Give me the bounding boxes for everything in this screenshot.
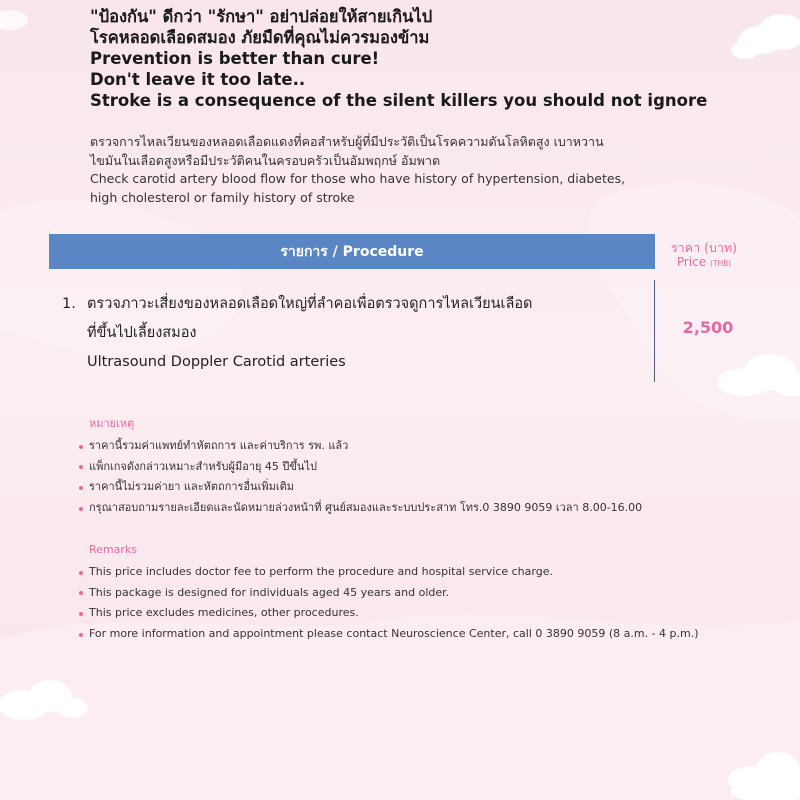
notes-thai	[77, 417, 777, 519]
headline	[90, 6, 730, 111]
procedure-number: 1.	[62, 296, 76, 312]
list-item	[77, 457, 777, 478]
procedure-header: รายการ / Procedure	[49, 234, 655, 269]
list-item	[77, 562, 777, 583]
notes-english-title: Remarks	[89, 543, 137, 556]
bullet-icon	[79, 612, 83, 616]
intro-line-3: Check carotid artery blood flow for those who have history of hypertension, diabetes,	[90, 171, 626, 186]
price-header	[662, 240, 746, 271]
note-text: กรุณาสอบถามรายละเอียดและนัดหมายล่วงหน้าที่ ศูนย์สมองและระบบประสาท โทร.0 3890 9059 เวลา 8.00-16.00	[89, 501, 643, 515]
list-item	[77, 624, 777, 645]
headline-line-1: "ป้องกัน" ดีกว่า "รักษา" อย่าปล่อยให้สายเกินไป	[90, 7, 433, 26]
intro-paragraph	[90, 133, 710, 207]
procedure-price: 2,500	[682, 318, 734, 337]
notes-english	[77, 543, 777, 645]
headline-line-2: โรคหลอดเลือดสมอง ภัยมืดที่คุณไม่ควรมองข้าม	[90, 28, 430, 47]
bullet-icon	[79, 465, 83, 469]
notes-thai-list	[77, 436, 777, 519]
price-divider	[654, 280, 655, 382]
bullet-icon	[79, 571, 83, 575]
price-header-thai: ราคา (บาท)	[670, 240, 738, 255]
headline-line-5: Stroke is a consequence of the silent killers you should not ignore	[90, 91, 708, 110]
procedure-item	[62, 290, 622, 377]
intro-line-4: high cholesterol or family history of stroke	[90, 189, 355, 205]
bullet-icon	[79, 486, 83, 490]
list-item	[77, 498, 777, 519]
note-text: ราคานี้รวมค่าแพทย์ทำหัตถการ และค่าบริการ รพ. แล้ว	[89, 439, 349, 452]
bullet-icon	[79, 507, 83, 511]
note-text: This price includes doctor fee to perform the procedure and hospital service charge.	[89, 565, 553, 578]
notes-english-list	[77, 562, 777, 645]
note-text: For more information and appointment please contact Neuroscience Center, call 0 3890 9059 (8 a.m. - 4 p.m.)	[89, 627, 699, 641]
bullet-icon	[79, 591, 83, 595]
cloud-top-right	[731, 14, 800, 59]
headline-line-4: Don't leave it too late..	[90, 70, 306, 89]
price-header-label: Price	[676, 255, 707, 269]
list-item	[77, 477, 777, 498]
notes-thai-title: หมายเหตุ	[89, 417, 135, 430]
procedure-line-1: ตรวจภาวะเสี่ยงของหลอดเลือดใหญ่ที่ลำคอเพื่อตรวจดูการไหลเวียนเลือด	[87, 296, 533, 312]
price-header-english	[662, 255, 746, 271]
price-header-unit: (THB)	[709, 259, 732, 268]
note-text: This package is designed for individuals aged 45 years and older.	[89, 585, 450, 599]
procedure-line-3: Ultrasound Doppler Carotid arteries	[87, 354, 346, 370]
bullet-icon	[79, 633, 83, 637]
intro-line-1: ตรวจการไหลเวียนของหลอดเลือดแดงที่คอสำหรับผู้ที่มีประวัติเป็นโรคความดันโลหิตสูง เบาหวาน	[90, 134, 604, 149]
bullet-icon	[79, 445, 83, 449]
note-text: แพ็กเกจดังกล่าวเหมาะสำหรับผู้มีอายุ 45 ปีขึ้นไป	[89, 459, 317, 473]
list-item	[77, 583, 777, 604]
cloud-top-left	[0, 10, 28, 30]
procedure-description	[87, 290, 532, 377]
headline-line-3: Prevention is better than cure!	[90, 49, 380, 68]
list-item	[77, 603, 777, 624]
note-text: ราคานี้ไม่รวมค่ายา และหัตถการอื่นเพิ่มเติม	[89, 480, 294, 494]
intro-line-2: ไขมันในเลือดสูงหรือมีประวัติคนในครอบครัวเป็นอัมพฤกษ์ อัมพาต	[90, 152, 441, 168]
list-item	[77, 436, 777, 457]
note-text: This price excludes medicines, other procedures.	[89, 606, 359, 620]
procedure-line-2: ที่ขึ้นไปเลี้ยงสมอง	[87, 325, 197, 341]
